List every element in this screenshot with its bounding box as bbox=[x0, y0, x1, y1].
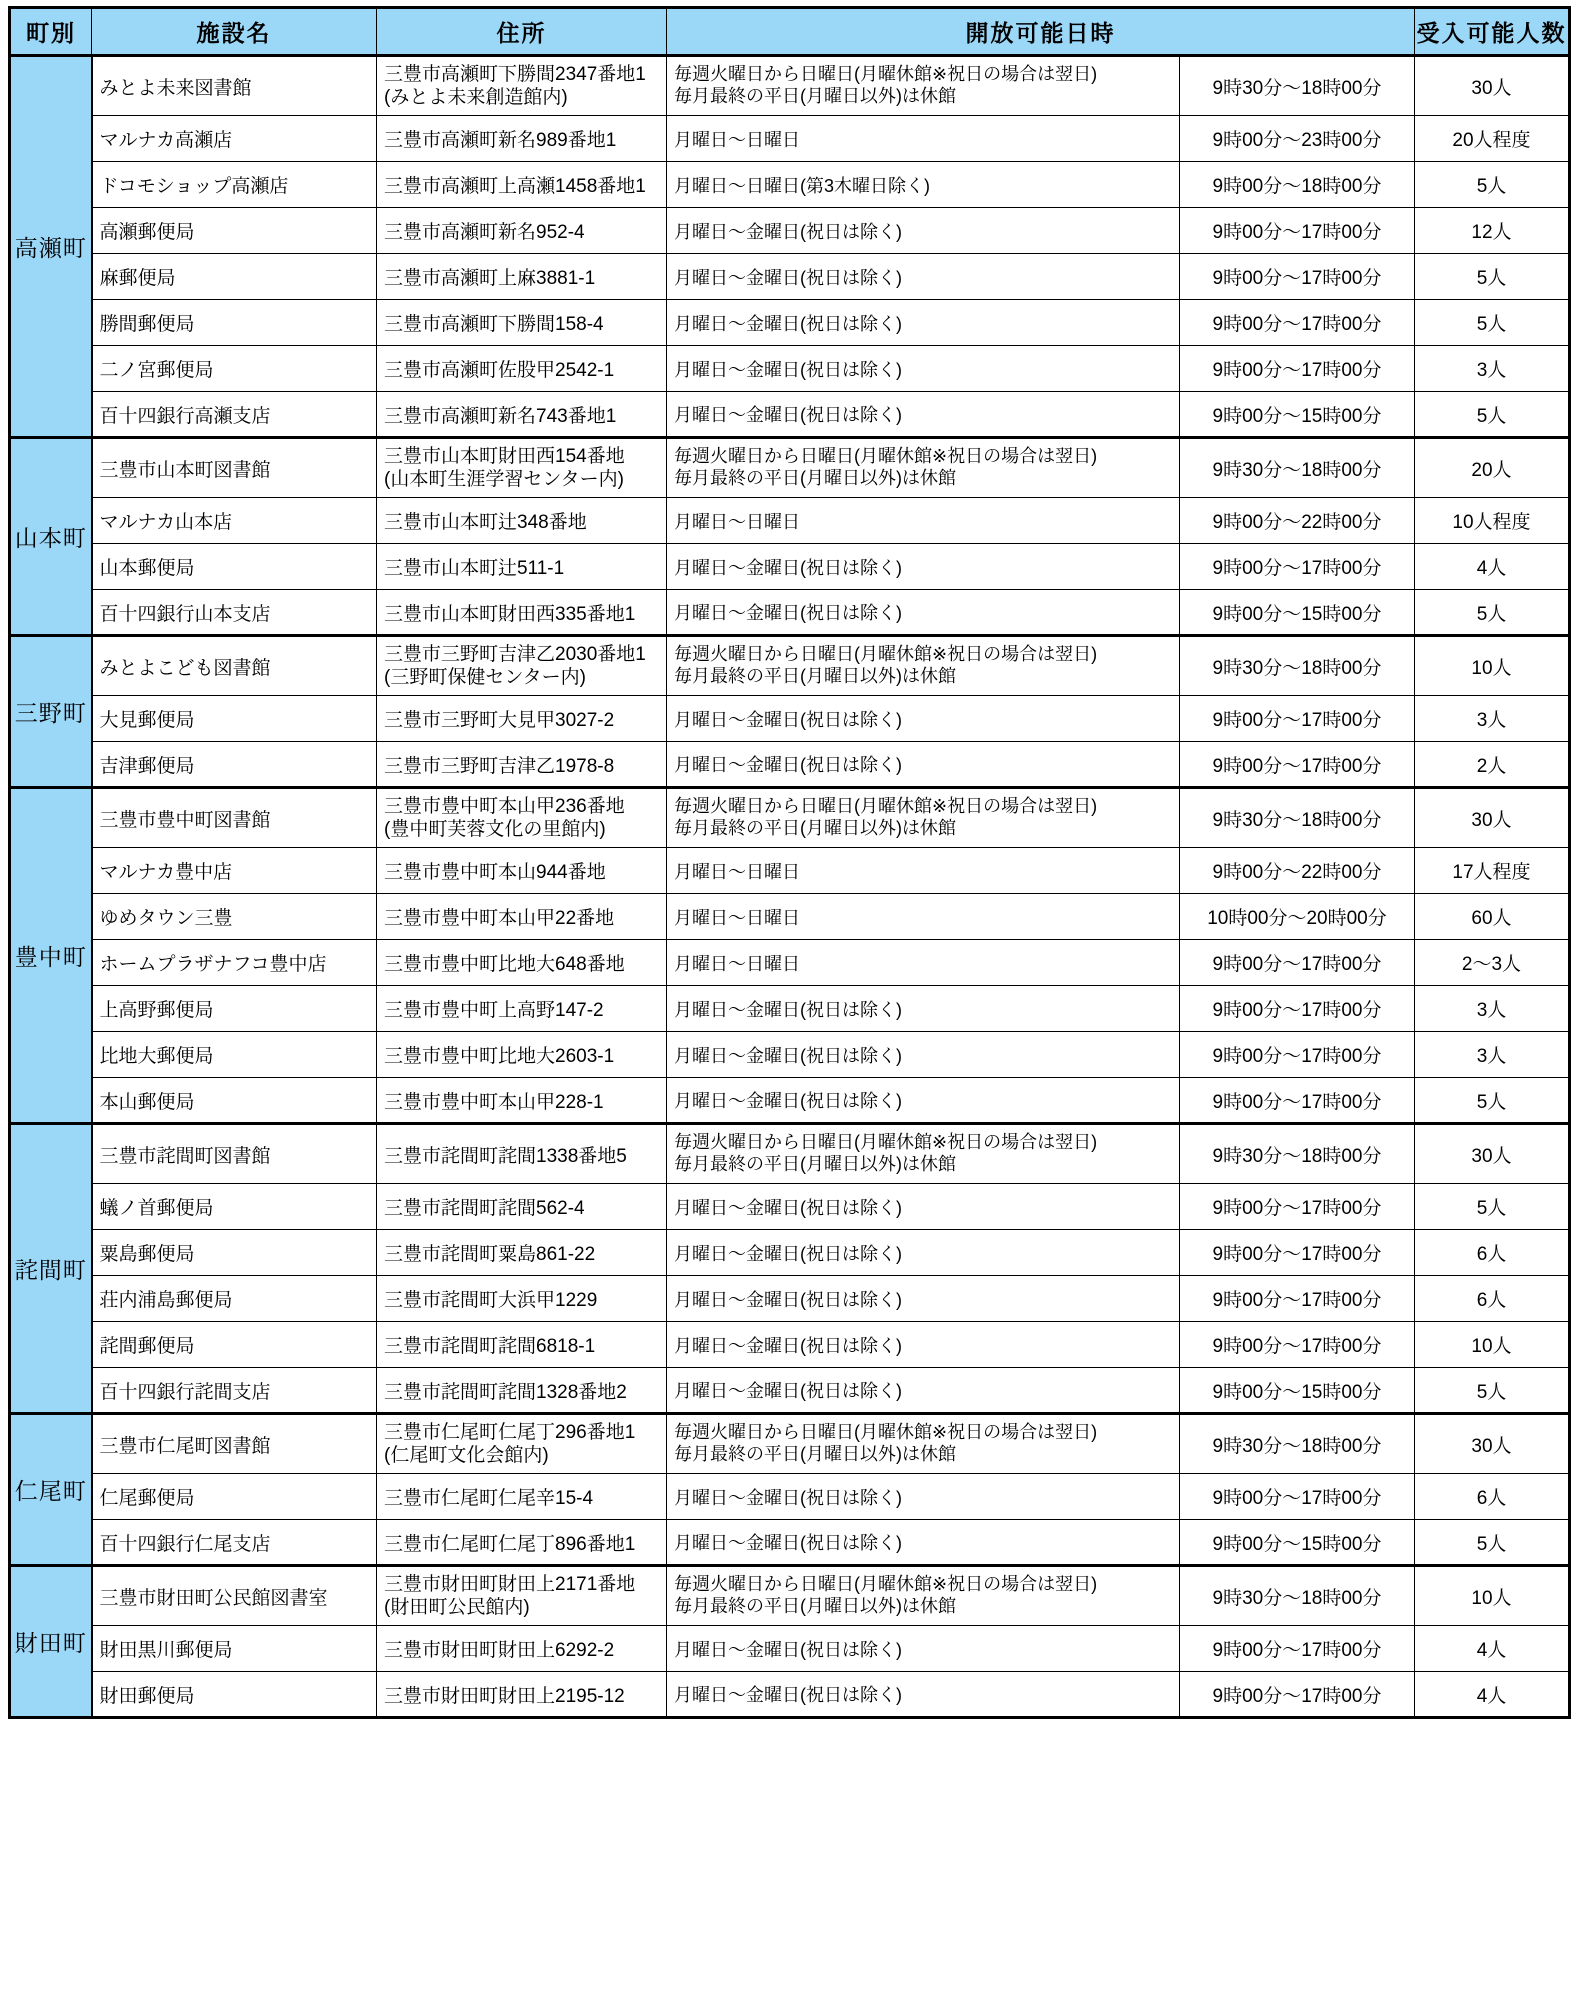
open-days-cell: 月曜日～金曜日(祝日は除く) bbox=[667, 392, 1180, 438]
capacity-cell: 3人 bbox=[1415, 986, 1570, 1032]
address-cell: 三豊市豊中町本山甲228-1 bbox=[377, 1078, 667, 1124]
capacity-cell: 5人 bbox=[1415, 1520, 1570, 1566]
address-cell bbox=[377, 438, 667, 498]
open-days-cell: 月曜日～金曜日(祝日は除く) bbox=[667, 1672, 1180, 1718]
capacity-cell: 30人 bbox=[1415, 1124, 1570, 1184]
capacity-cell: 60人 bbox=[1415, 894, 1570, 940]
column-header-facility: 施設名 bbox=[92, 8, 377, 56]
open-days-cell: 月曜日～金曜日(祝日は除く) bbox=[667, 1520, 1180, 1566]
open-days-cell: 月曜日～日曜日(第3木曜日除く) bbox=[667, 162, 1180, 208]
open-time-cell: 9時30分～18時00分 bbox=[1180, 1414, 1415, 1474]
open-time-cell: 9時00分～17時00分 bbox=[1180, 742, 1415, 788]
capacity-cell: 10人程度 bbox=[1415, 498, 1570, 544]
table-row bbox=[10, 56, 1570, 116]
open-time-cell: 9時00分～22時00分 bbox=[1180, 848, 1415, 894]
open-time-cell: 10時00分～20時00分 bbox=[1180, 894, 1415, 940]
open-days-cell bbox=[667, 1414, 1180, 1474]
address-line-1: 三豊市山本町財田西154番地 bbox=[384, 445, 625, 467]
address-cell bbox=[377, 1414, 667, 1474]
open-time-cell: 9時30分～18時00分 bbox=[1180, 788, 1415, 848]
table-row bbox=[10, 696, 1570, 742]
address-cell: 三豊市豊中町本山甲22番地 bbox=[377, 894, 667, 940]
open-days-line-2: 毎月最終の平日(月曜日以外)は休館 bbox=[674, 1596, 956, 1616]
open-days-cell: 月曜日～日曜日 bbox=[667, 940, 1180, 986]
open-days-cell: 月曜日～日曜日 bbox=[667, 894, 1180, 940]
address-cell: 三豊市豊中町比地大2603-1 bbox=[377, 1032, 667, 1078]
address-cell: 三豊市三野町大見甲3027-2 bbox=[377, 696, 667, 742]
open-time-cell: 9時30分～18時00分 bbox=[1180, 1124, 1415, 1184]
facility-name-cell: 百十四銀行仁尾支店 bbox=[92, 1520, 377, 1566]
capacity-cell: 4人 bbox=[1415, 1626, 1570, 1672]
open-time-cell: 9時00分～18時00分 bbox=[1180, 162, 1415, 208]
facility-name-cell: ドコモショップ高瀬店 bbox=[92, 162, 377, 208]
column-header-address: 住所 bbox=[377, 8, 667, 56]
capacity-cell: 6人 bbox=[1415, 1276, 1570, 1322]
open-days-line-1: 毎週火曜日から日曜日(月曜休館※祝日の場合は翌日) bbox=[674, 1422, 1098, 1443]
facility-name-cell: 山本郵便局 bbox=[92, 544, 377, 590]
address-cell: 三豊市豊中町上高野147-2 bbox=[377, 986, 667, 1032]
capacity-cell: 2～3人 bbox=[1415, 940, 1570, 986]
open-time-cell: 9時00分～17時00分 bbox=[1180, 1230, 1415, 1276]
address-line-1: 三豊市高瀬町下勝間2347番地1 bbox=[384, 63, 646, 85]
facility-name-cell: 吉津郵便局 bbox=[92, 742, 377, 788]
facility-name-cell: 蟻ノ首郵便局 bbox=[92, 1184, 377, 1230]
capacity-cell: 17人程度 bbox=[1415, 848, 1570, 894]
table-row bbox=[10, 1474, 1570, 1520]
table-body bbox=[10, 56, 1570, 1718]
facility-name-cell: 大見郵便局 bbox=[92, 696, 377, 742]
town-cell: 豊中町 bbox=[10, 788, 92, 1124]
table-row bbox=[10, 1322, 1570, 1368]
open-days-line-1: 毎週火曜日から日曜日(月曜休館※祝日の場合は翌日) bbox=[674, 1574, 1098, 1595]
address-cell: 三豊市豊中町比地大648番地 bbox=[377, 940, 667, 986]
open-days-cell bbox=[667, 788, 1180, 848]
facility-name-cell: 財田郵便局 bbox=[92, 1672, 377, 1718]
address-cell bbox=[377, 636, 667, 696]
facility-name-cell: 三豊市財田町公民館図書室 bbox=[92, 1566, 377, 1626]
open-time-cell: 9時30分～18時00分 bbox=[1180, 56, 1415, 116]
facility-name-cell: 三豊市仁尾町図書館 bbox=[92, 1414, 377, 1474]
open-time-cell: 9時30分～18時00分 bbox=[1180, 636, 1415, 696]
open-days-cell: 月曜日～日曜日 bbox=[667, 848, 1180, 894]
open-time-cell: 9時00分～23時00分 bbox=[1180, 116, 1415, 162]
table-row bbox=[10, 848, 1570, 894]
table-row bbox=[10, 162, 1570, 208]
open-days-cell: 月曜日～日曜日 bbox=[667, 498, 1180, 544]
table-row bbox=[10, 636, 1570, 696]
open-days-line-1: 毎週火曜日から日曜日(月曜休館※祝日の場合は翌日) bbox=[674, 1132, 1098, 1153]
town-cell: 高瀬町 bbox=[10, 56, 92, 438]
table-row bbox=[10, 254, 1570, 300]
table-row bbox=[10, 300, 1570, 346]
address-cell: 三豊市豊中町本山944番地 bbox=[377, 848, 667, 894]
table-row bbox=[10, 1124, 1570, 1184]
capacity-cell: 2人 bbox=[1415, 742, 1570, 788]
address-cell: 三豊市高瀬町上高瀬1458番地1 bbox=[377, 162, 667, 208]
facility-name-cell: 粟島郵便局 bbox=[92, 1230, 377, 1276]
facility-name-cell: 財田黒川郵便局 bbox=[92, 1626, 377, 1672]
facility-name-cell: 仁尾郵便局 bbox=[92, 1474, 377, 1520]
open-time-cell: 9時00分～17時00分 bbox=[1180, 254, 1415, 300]
open-days-line-2: 毎月最終の平日(月曜日以外)は休館 bbox=[674, 468, 956, 488]
open-days-cell: 月曜日～金曜日(祝日は除く) bbox=[667, 986, 1180, 1032]
table-row bbox=[10, 116, 1570, 162]
open-days-cell bbox=[667, 1566, 1180, 1626]
open-days-cell: 月曜日～金曜日(祝日は除く) bbox=[667, 208, 1180, 254]
table-row bbox=[10, 940, 1570, 986]
open-time-cell: 9時00分～17時00分 bbox=[1180, 696, 1415, 742]
table-row bbox=[10, 1368, 1570, 1414]
town-cell: 仁尾町 bbox=[10, 1414, 92, 1566]
open-days-cell: 月曜日～金曜日(祝日は除く) bbox=[667, 1032, 1180, 1078]
open-days-cell: 月曜日～金曜日(祝日は除く) bbox=[667, 254, 1180, 300]
facility-name-cell: 詫間郵便局 bbox=[92, 1322, 377, 1368]
address-line-1: 三豊市豊中町本山甲236番地 bbox=[384, 795, 625, 817]
table-row bbox=[10, 392, 1570, 438]
table-row bbox=[10, 438, 1570, 498]
capacity-cell: 3人 bbox=[1415, 346, 1570, 392]
facility-name-cell: ホームプラザナフコ豊中店 bbox=[92, 940, 377, 986]
table-row bbox=[10, 1078, 1570, 1124]
open-days-cell: 月曜日～金曜日(祝日は除く) bbox=[667, 300, 1180, 346]
open-time-cell: 9時00分～17時00分 bbox=[1180, 1032, 1415, 1078]
facility-open-hours-table bbox=[8, 6, 1571, 1719]
facility-name-cell: 高瀬郵便局 bbox=[92, 208, 377, 254]
address-cell: 三豊市山本町辻348番地 bbox=[377, 498, 667, 544]
capacity-cell: 3人 bbox=[1415, 696, 1570, 742]
address-cell: 三豊市高瀬町新名989番地1 bbox=[377, 116, 667, 162]
table-row bbox=[10, 1414, 1570, 1474]
table-row bbox=[10, 1626, 1570, 1672]
address-cell: 三豊市詫間町粟島861-22 bbox=[377, 1230, 667, 1276]
address-cell: 三豊市山本町財田西335番地1 bbox=[377, 590, 667, 636]
table-row bbox=[10, 788, 1570, 848]
table-row bbox=[10, 1566, 1570, 1626]
open-time-cell: 9時00分～17時00分 bbox=[1180, 1474, 1415, 1520]
column-header-capacity: 受入可能人数 bbox=[1415, 8, 1570, 56]
open-time-cell: 9時30分～18時00分 bbox=[1180, 438, 1415, 498]
facility-name-cell: 上高野郵便局 bbox=[92, 986, 377, 1032]
table-header bbox=[10, 8, 1570, 56]
address-cell bbox=[377, 1566, 667, 1626]
capacity-cell: 4人 bbox=[1415, 1672, 1570, 1718]
facility-name-cell: 比地大郵便局 bbox=[92, 1032, 377, 1078]
table-row bbox=[10, 1184, 1570, 1230]
capacity-cell: 5人 bbox=[1415, 392, 1570, 438]
open-days-cell: 月曜日～金曜日(祝日は除く) bbox=[667, 742, 1180, 788]
table-row bbox=[10, 742, 1570, 788]
facility-name-cell: みとよ未来図書館 bbox=[92, 56, 377, 116]
facility-name-cell: 百十四銀行詫間支店 bbox=[92, 1368, 377, 1414]
column-header-hours: 開放可能日時 bbox=[667, 8, 1415, 56]
address-cell: 三豊市仁尾町仁尾丁896番地1 bbox=[377, 1520, 667, 1566]
capacity-cell: 20人 bbox=[1415, 438, 1570, 498]
capacity-cell: 5人 bbox=[1415, 254, 1570, 300]
open-time-cell: 9時30分～18時00分 bbox=[1180, 1566, 1415, 1626]
capacity-cell: 6人 bbox=[1415, 1474, 1570, 1520]
open-days-cell: 月曜日～日曜日 bbox=[667, 116, 1180, 162]
town-cell: 詫間町 bbox=[10, 1124, 92, 1414]
address-cell: 三豊市高瀬町下勝間158-4 bbox=[377, 300, 667, 346]
open-days-line-2: 毎月最終の平日(月曜日以外)は休館 bbox=[674, 666, 956, 686]
facility-name-cell: 麻郵便局 bbox=[92, 254, 377, 300]
open-time-cell: 9時00分～17時00分 bbox=[1180, 1322, 1415, 1368]
open-days-line-1: 毎週火曜日から日曜日(月曜休館※祝日の場合は翌日) bbox=[674, 64, 1098, 85]
address-cell: 三豊市詫間町大浜甲1229 bbox=[377, 1276, 667, 1322]
capacity-cell: 5人 bbox=[1415, 1078, 1570, 1124]
address-line-2: (三野町保健センター内) bbox=[384, 667, 586, 688]
open-days-cell: 月曜日～金曜日(祝日は除く) bbox=[667, 1276, 1180, 1322]
open-time-cell: 9時00分～15時00分 bbox=[1180, 392, 1415, 438]
capacity-cell: 5人 bbox=[1415, 162, 1570, 208]
open-days-cell: 月曜日～金曜日(祝日は除く) bbox=[667, 1230, 1180, 1276]
address-line-1: 三豊市財田町財田上2171番地 bbox=[384, 1573, 636, 1595]
capacity-cell: 20人程度 bbox=[1415, 116, 1570, 162]
table-row bbox=[10, 208, 1570, 254]
open-days-cell: 月曜日～金曜日(祝日は除く) bbox=[667, 1474, 1180, 1520]
address-cell: 三豊市詫間町詫間1328番地2 bbox=[377, 1368, 667, 1414]
facility-name-cell: みとよこども図書館 bbox=[92, 636, 377, 696]
open-days-cell: 月曜日～金曜日(祝日は除く) bbox=[667, 1322, 1180, 1368]
open-days-cell bbox=[667, 438, 1180, 498]
address-cell: 三豊市詫間町詫間1338番地5 bbox=[377, 1124, 667, 1184]
capacity-cell: 3人 bbox=[1415, 1032, 1570, 1078]
address-cell: 三豊市高瀬町佐股甲2542-1 bbox=[377, 346, 667, 392]
open-time-cell: 9時00分～17時00分 bbox=[1180, 1078, 1415, 1124]
table-row bbox=[10, 1230, 1570, 1276]
facility-name-cell: マルナカ豊中店 bbox=[92, 848, 377, 894]
address-cell: 三豊市山本町辻511-1 bbox=[377, 544, 667, 590]
open-days-cell: 月曜日～金曜日(祝日は除く) bbox=[667, 696, 1180, 742]
facility-name-cell: マルナカ山本店 bbox=[92, 498, 377, 544]
address-line-2: (豊中町芙蓉文化の里館内) bbox=[384, 819, 606, 840]
table-row bbox=[10, 1032, 1570, 1078]
facility-name-cell: ゆめタウン三豊 bbox=[92, 894, 377, 940]
open-time-cell: 9時00分～15時00分 bbox=[1180, 590, 1415, 636]
open-time-cell: 9時00分～17時00分 bbox=[1180, 1672, 1415, 1718]
town-cell: 三野町 bbox=[10, 636, 92, 788]
table-row bbox=[10, 544, 1570, 590]
column-header-town: 町別 bbox=[10, 8, 92, 56]
open-time-cell: 9時00分～17時00分 bbox=[1180, 300, 1415, 346]
address-cell: 三豊市高瀬町上麻3881-1 bbox=[377, 254, 667, 300]
facility-name-cell: 荘内浦島郵便局 bbox=[92, 1276, 377, 1322]
address-line-2: (山本町生涯学習センター内) bbox=[384, 469, 624, 490]
facility-name-cell: 百十四銀行山本支店 bbox=[92, 590, 377, 636]
capacity-cell: 10人 bbox=[1415, 1322, 1570, 1368]
open-time-cell: 9時00分～17時00分 bbox=[1180, 544, 1415, 590]
open-days-cell bbox=[667, 1124, 1180, 1184]
capacity-cell: 10人 bbox=[1415, 1566, 1570, 1626]
address-line-2: (みとよ未来創造館内) bbox=[384, 87, 568, 108]
table-row bbox=[10, 986, 1570, 1032]
address-cell: 三豊市高瀬町新名952-4 bbox=[377, 208, 667, 254]
table-row bbox=[10, 1520, 1570, 1566]
open-time-cell: 9時00分～15時00分 bbox=[1180, 1368, 1415, 1414]
address-cell: 三豊市財田町財田上2195-12 bbox=[377, 1672, 667, 1718]
address-line-1: 三豊市三野町吉津乙2030番地1 bbox=[384, 643, 646, 665]
capacity-cell: 5人 bbox=[1415, 1184, 1570, 1230]
open-time-cell: 9時00分～17時00分 bbox=[1180, 1184, 1415, 1230]
header-row bbox=[10, 8, 1570, 56]
open-time-cell: 9時00分～17時00分 bbox=[1180, 940, 1415, 986]
open-days-cell: 月曜日～金曜日(祝日は除く) bbox=[667, 1368, 1180, 1414]
open-time-cell: 9時00分～17時00分 bbox=[1180, 208, 1415, 254]
open-days-line-2: 毎月最終の平日(月曜日以外)は休館 bbox=[674, 1154, 956, 1174]
capacity-cell: 12人 bbox=[1415, 208, 1570, 254]
open-days-cell: 月曜日～金曜日(祝日は除く) bbox=[667, 1078, 1180, 1124]
capacity-cell: 5人 bbox=[1415, 590, 1570, 636]
address-cell bbox=[377, 788, 667, 848]
open-days-line-2: 毎月最終の平日(月曜日以外)は休館 bbox=[674, 86, 956, 106]
facility-name-cell: 三豊市詫間町図書館 bbox=[92, 1124, 377, 1184]
address-line-2: (仁尾町文化会館内) bbox=[384, 1445, 549, 1466]
open-days-cell: 月曜日～金曜日(祝日は除く) bbox=[667, 1626, 1180, 1672]
table-row bbox=[10, 498, 1570, 544]
open-time-cell: 9時00分～17時00分 bbox=[1180, 1276, 1415, 1322]
open-days-line-2: 毎月最終の平日(月曜日以外)は休館 bbox=[674, 818, 956, 838]
facility-name-cell: 本山郵便局 bbox=[92, 1078, 377, 1124]
facility-name-cell: 三豊市豊中町図書館 bbox=[92, 788, 377, 848]
facility-name-cell: 勝間郵便局 bbox=[92, 300, 377, 346]
open-days-line-1: 毎週火曜日から日曜日(月曜休館※祝日の場合は翌日) bbox=[674, 796, 1098, 817]
town-cell: 山本町 bbox=[10, 438, 92, 636]
facility-name-cell: 百十四銀行高瀬支店 bbox=[92, 392, 377, 438]
address-cell: 三豊市詫間町詫間6818-1 bbox=[377, 1322, 667, 1368]
capacity-cell: 4人 bbox=[1415, 544, 1570, 590]
open-days-line-1: 毎週火曜日から日曜日(月曜休館※祝日の場合は翌日) bbox=[674, 446, 1098, 467]
open-time-cell: 9時00分～17時00分 bbox=[1180, 986, 1415, 1032]
address-line-1: 三豊市仁尾町仁尾丁296番地1 bbox=[384, 1421, 636, 1443]
table-row bbox=[10, 1276, 1570, 1322]
open-time-cell: 9時00分～17時00分 bbox=[1180, 1626, 1415, 1672]
open-days-cell: 月曜日～金曜日(祝日は除く) bbox=[667, 1184, 1180, 1230]
capacity-cell: 5人 bbox=[1415, 300, 1570, 346]
table-row bbox=[10, 590, 1570, 636]
address-cell: 三豊市高瀬町新名743番地1 bbox=[377, 392, 667, 438]
open-days-cell bbox=[667, 636, 1180, 696]
facility-name-cell: 三豊市山本町図書館 bbox=[92, 438, 377, 498]
table-row bbox=[10, 1672, 1570, 1718]
open-days-cell bbox=[667, 56, 1180, 116]
capacity-cell: 30人 bbox=[1415, 56, 1570, 116]
capacity-cell: 30人 bbox=[1415, 1414, 1570, 1474]
open-days-line-2: 毎月最終の平日(月曜日以外)は休館 bbox=[674, 1444, 956, 1464]
open-time-cell: 9時00分～17時00分 bbox=[1180, 346, 1415, 392]
open-days-cell: 月曜日～金曜日(祝日は除く) bbox=[667, 346, 1180, 392]
table-row bbox=[10, 346, 1570, 392]
open-days-cell: 月曜日～金曜日(祝日は除く) bbox=[667, 544, 1180, 590]
capacity-cell: 6人 bbox=[1415, 1230, 1570, 1276]
facility-name-cell: 二ノ宮郵便局 bbox=[92, 346, 377, 392]
capacity-cell: 10人 bbox=[1415, 636, 1570, 696]
open-days-cell: 月曜日～金曜日(祝日は除く) bbox=[667, 590, 1180, 636]
facility-name-cell: マルナカ高瀬店 bbox=[92, 116, 377, 162]
open-time-cell: 9時00分～22時00分 bbox=[1180, 498, 1415, 544]
address-cell: 三豊市三野町吉津乙1978-8 bbox=[377, 742, 667, 788]
address-cell: 三豊市財田町財田上6292-2 bbox=[377, 1626, 667, 1672]
open-time-cell: 9時00分～15時00分 bbox=[1180, 1520, 1415, 1566]
town-cell: 財田町 bbox=[10, 1566, 92, 1718]
address-cell: 三豊市仁尾町仁尾辛15-4 bbox=[377, 1474, 667, 1520]
address-cell bbox=[377, 56, 667, 116]
address-cell: 三豊市詫間町詫間562-4 bbox=[377, 1184, 667, 1230]
address-line-2: (財田町公民館内) bbox=[384, 1597, 530, 1618]
capacity-cell: 30人 bbox=[1415, 788, 1570, 848]
capacity-cell: 5人 bbox=[1415, 1368, 1570, 1414]
table-row bbox=[10, 894, 1570, 940]
open-days-line-1: 毎週火曜日から日曜日(月曜休館※祝日の場合は翌日) bbox=[674, 644, 1098, 665]
